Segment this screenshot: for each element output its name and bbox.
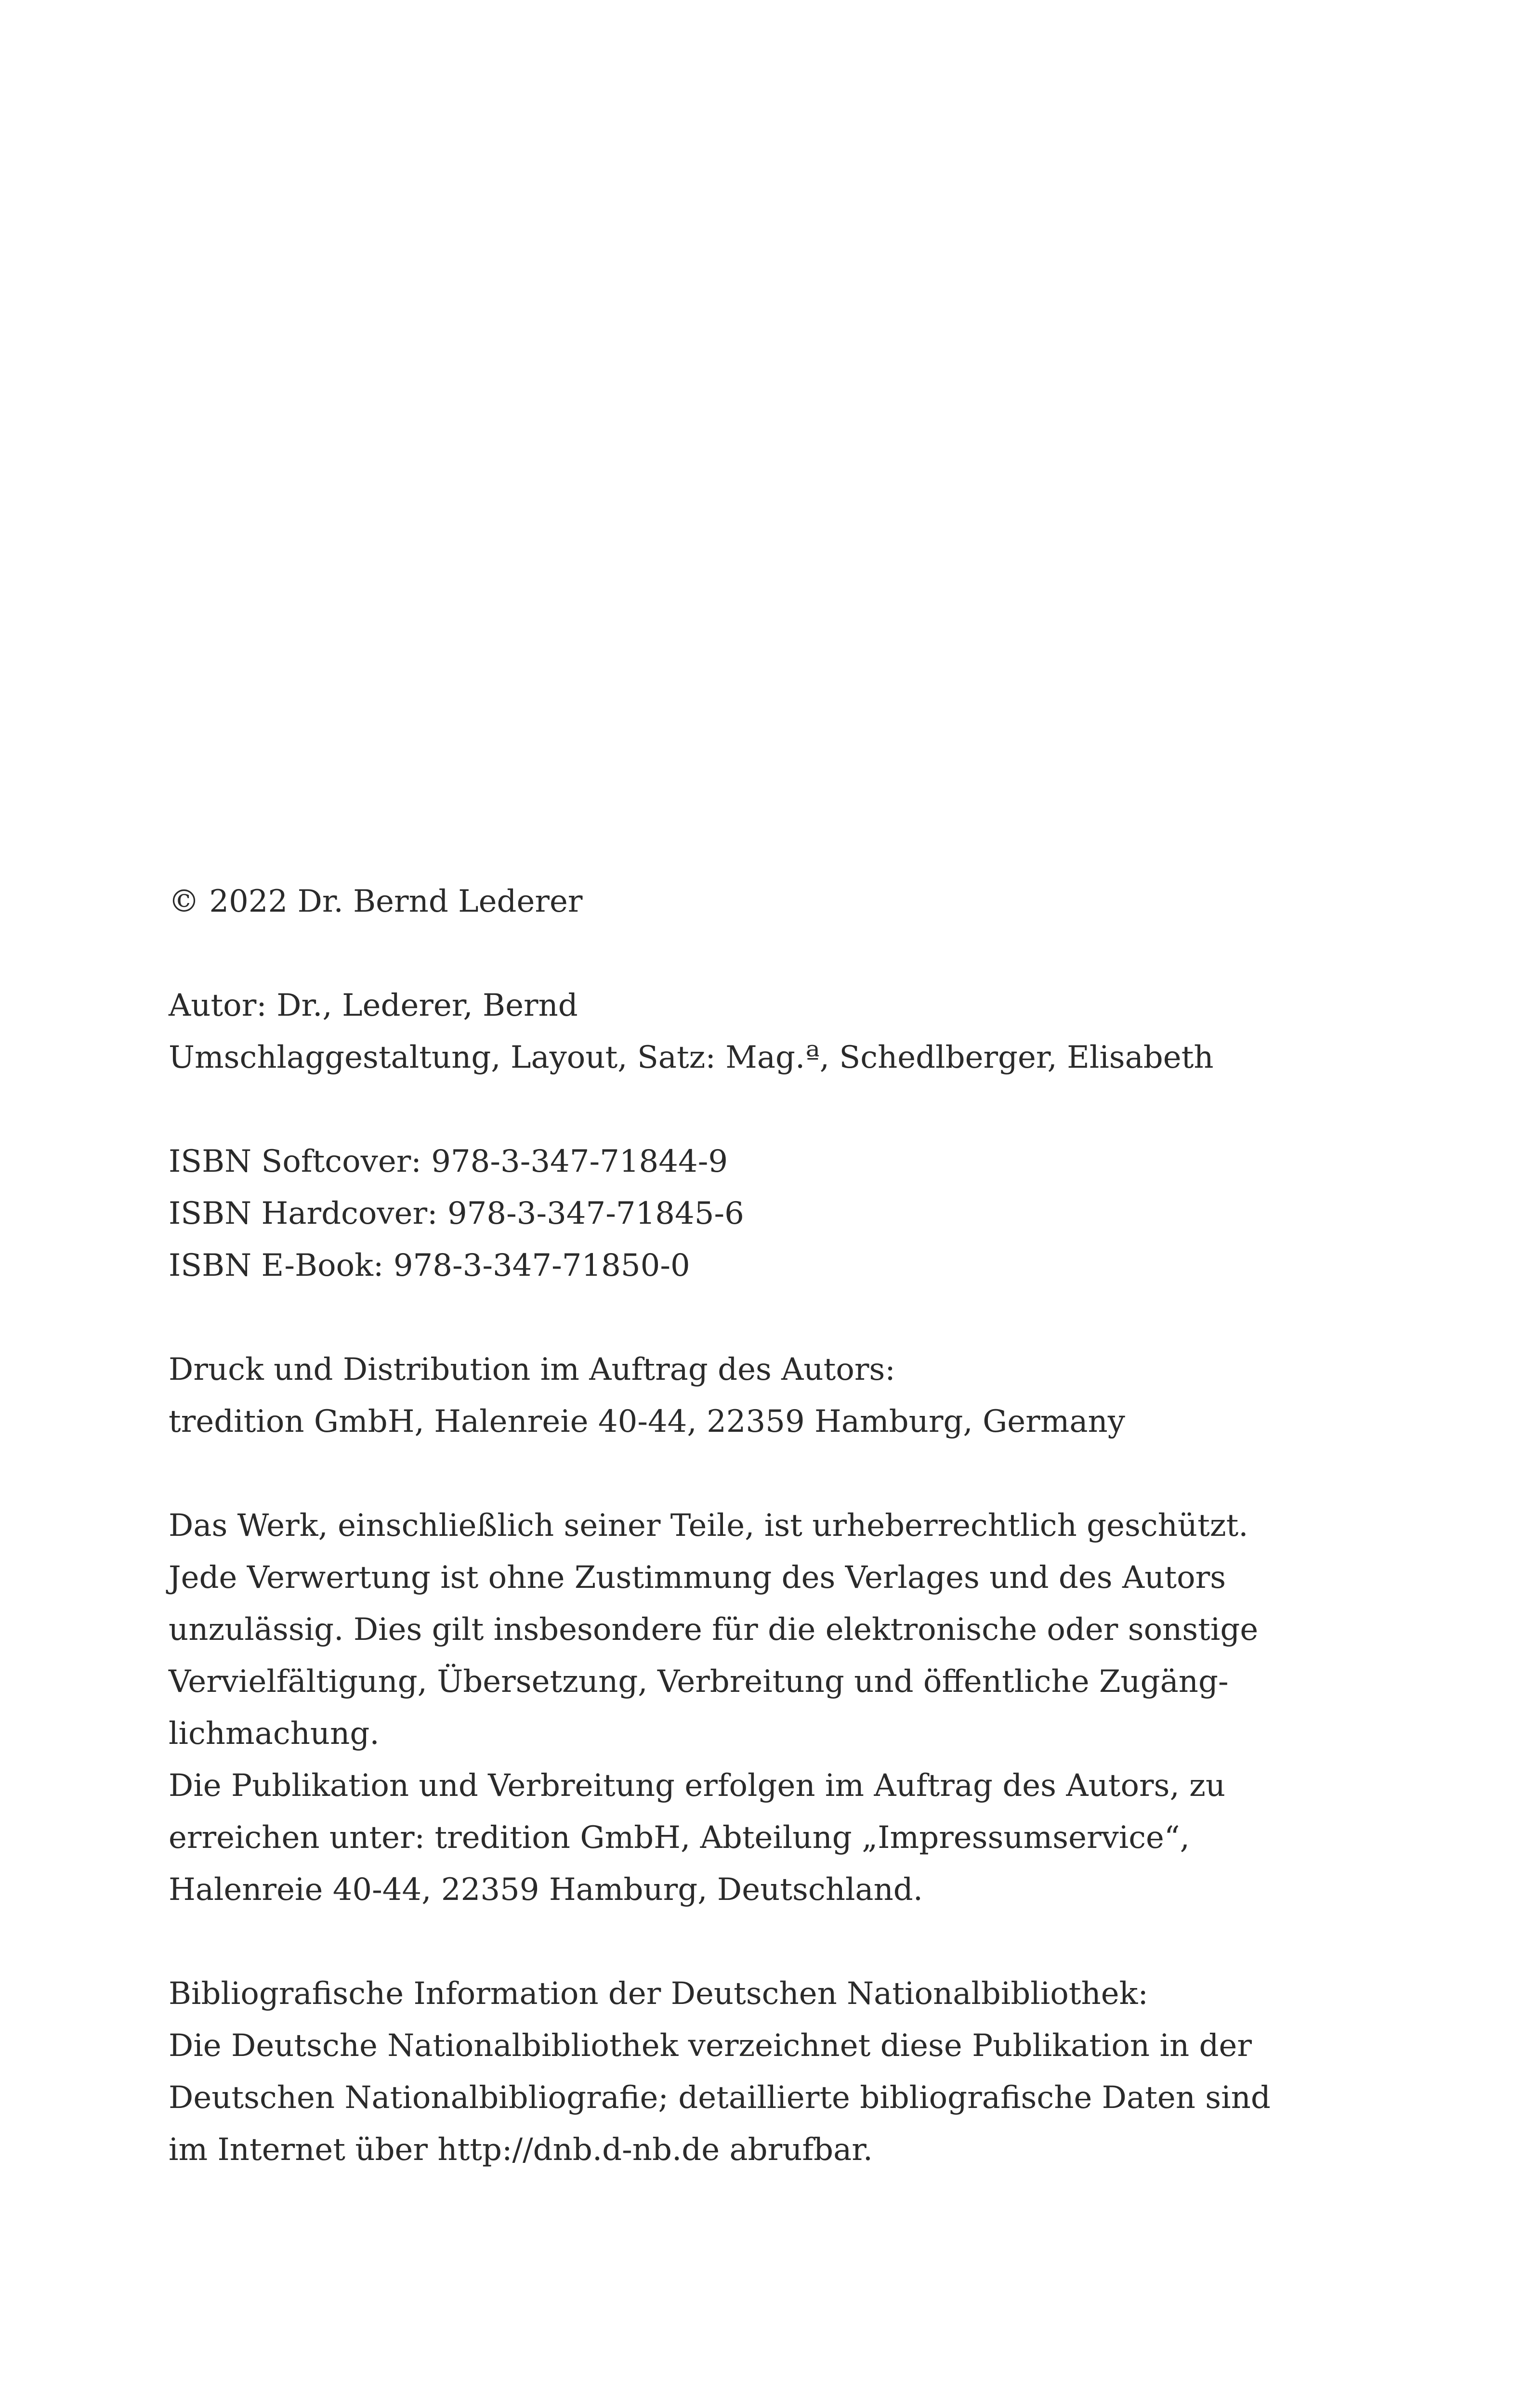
spacer (169, 1084, 1421, 1136)
spacer (169, 1448, 1421, 1500)
rights-line: lichmachung. (169, 1716, 380, 1752)
copyright-line: © 2022 Dr. Bernd Lederer (169, 884, 583, 919)
spacer (169, 1292, 1421, 1344)
design-credit: Umschlaggestaltung, Layout, Satz: Mag.ª, Schedlberger, Elisabeth (169, 1040, 1214, 1075)
distribution-heading: Druck und Distribution im Auftrag des Autors: (169, 1352, 895, 1387)
bibliographic-line: Bibliografische Information der Deutschen Nationalbibliothek: (169, 1976, 1148, 2012)
rights-line: Vervielfältigung, Übersetzung, Verbreitung und öffentliche Zugäng- (169, 1664, 1229, 1700)
rights-line: Halenreie 40-44, 22359 Hamburg, Deutschland. (169, 1872, 923, 1908)
rights-line: Das Werk, einschließlich seiner Teile, ist urheberrechtlich geschützt. (169, 1508, 1248, 1544)
isbn-hardcover: ISBN Hardcover: 978-3-347-71845-6 (169, 1196, 744, 1231)
rights-line: Jede Verwertung ist ohne Zustimmung des Verlages und des Autors (169, 1560, 1226, 1596)
spacer (169, 928, 1421, 980)
imprint-block (169, 876, 1421, 2176)
author-credit: Autor: Dr., Lederer, Bernd (169, 988, 578, 1023)
isbn-softcover: ISBN Softcover: 978-3-347-71844-9 (169, 1144, 728, 1179)
bibliographic-line: Die Deutsche Nationalbibliothek verzeichnet diese Publikation in der (169, 2028, 1252, 2064)
rights-line: erreichen unter: tredition GmbH, Abteilung „Impressumservice“, (169, 1820, 1190, 1856)
distribution-address: tredition GmbH, Halenreie 40-44, 22359 Hamburg, Germany (169, 1404, 1125, 1440)
spacer (169, 1916, 1421, 1968)
isbn-ebook: ISBN E-Book: 978-3-347-71850-0 (169, 1248, 690, 1283)
bibliographic-line: Deutschen Nationalbibliografie; detaillierte bibliografische Daten sind (169, 2080, 1271, 2116)
bibliographic-line: im Internet über http://dnb.d-nb.de abrufbar. (169, 2132, 873, 2168)
rights-line: unzulässig. Dies gilt insbesondere für die elektronische oder sonstige (169, 1612, 1259, 1648)
rights-line: Die Publikation und Verbreitung erfolgen im Auftrag des Autors, zu (169, 1768, 1226, 1804)
